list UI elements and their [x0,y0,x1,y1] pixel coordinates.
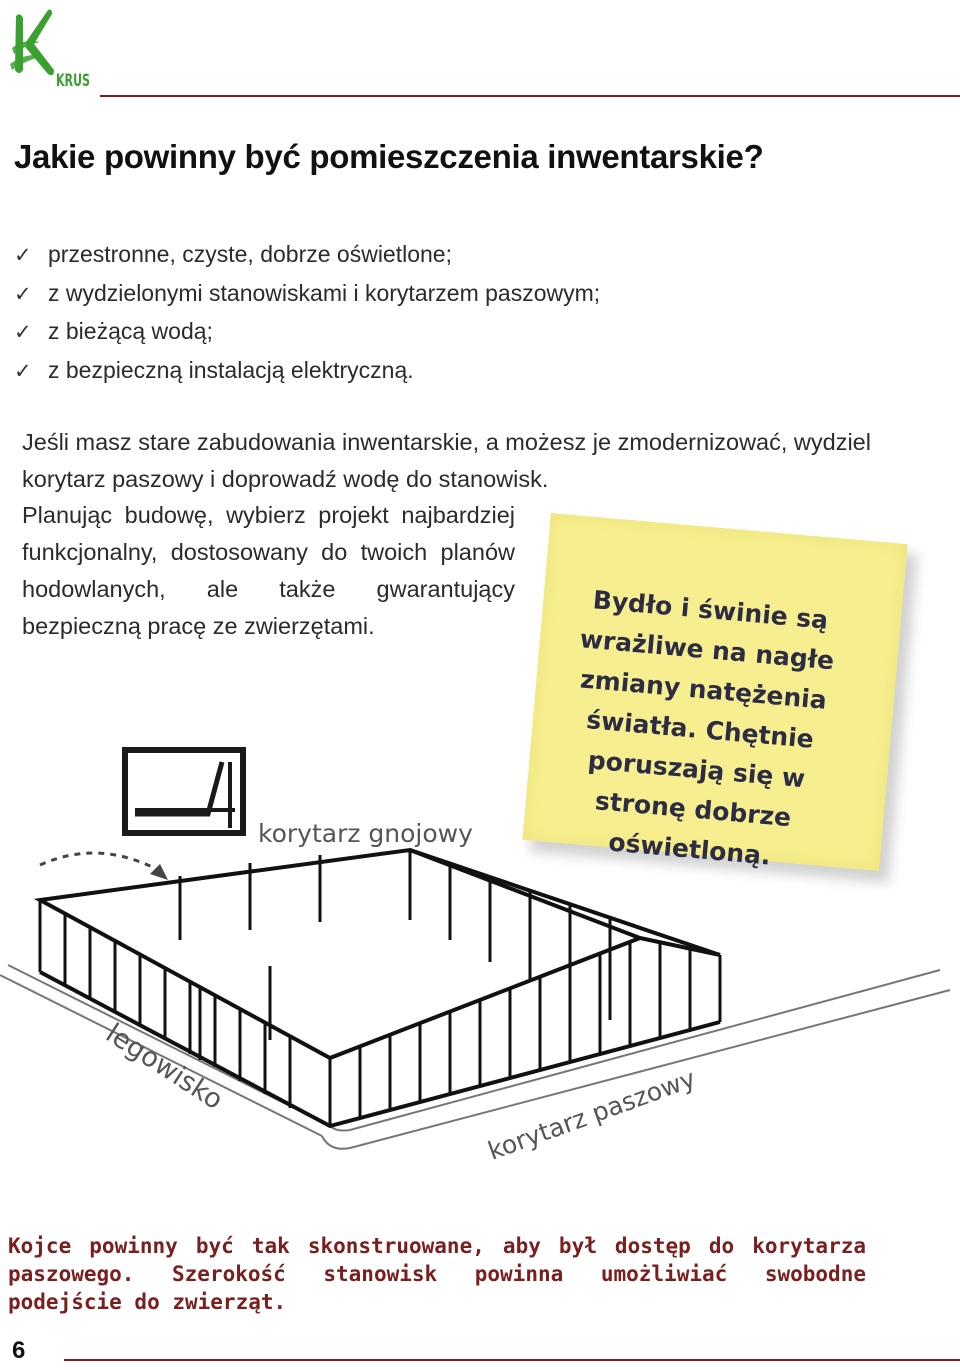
footer-note: Kojce powinny być tak skonstruowane, aby był dostęp do korytarza paszowego. Szerokość stanowisk powinna umożliwiać swobodne podejście do zwierząt. [8,1234,866,1314]
page-title: Jakie powinny być pomieszczenia inwentarskie? [14,138,764,175]
label-manure-corridor: korytarz gnojowy [258,819,473,848]
header-rule [100,95,960,97]
fence-bars [40,850,720,1126]
window-icon [125,750,243,833]
check-icon: ✓ [14,321,32,344]
label-feed-corridor: korytarz paszowy [484,1063,700,1166]
list-item-text: z wydzielonymi stanowiskami i korytarzem paszowym; [48,279,601,306]
krus-logo [10,8,92,91]
check-icon: ✓ [14,282,32,306]
check-icon: ✓ [14,244,32,267]
check-icon: ✓ [14,359,32,383]
list-item [14,275,600,314]
page-number: 6 [12,1337,26,1364]
list-item [14,236,600,275]
planning-paragraph: Planując budowę, wybierz projekt najbardziej funkcjonalny, dostosowany do twoich planów hodowlanych, ale także gwarantujący bezpieczną pracę ze zwierzętami. [22,502,515,639]
logo-lettering: KRUS [56,71,90,91]
list-item-text: z bieżącą wodą; [48,318,213,344]
list-item [14,352,600,391]
arrow-head-icon [150,864,168,880]
modernization-paragraph: Jeśli masz stare zabudowania inwentarskie, a możesz je zmodernizować, wydziel korytarz paszowy i doprowadź wodę do stanowisk. [22,429,871,492]
list-item-text: z bezpieczną instalacją elektryczną. [48,356,414,383]
list-item [14,313,600,352]
pen-illustration [0,740,960,1180]
label-bedding: legowisko [100,1017,229,1117]
footer-rule [64,1359,960,1361]
fence-railings [40,850,720,1126]
curved-arrow-icon [40,853,162,872]
sticky-note-text: Bydło i świnie są wrażliwe na nagłe zmiany natężenia światła. Chętnie poruszają się w stronę dobrze oświetloną. [578,585,836,871]
requirements-list [14,236,600,390]
list-item-text: przestronne, czyste, dobrze oświetlone; [48,241,452,267]
